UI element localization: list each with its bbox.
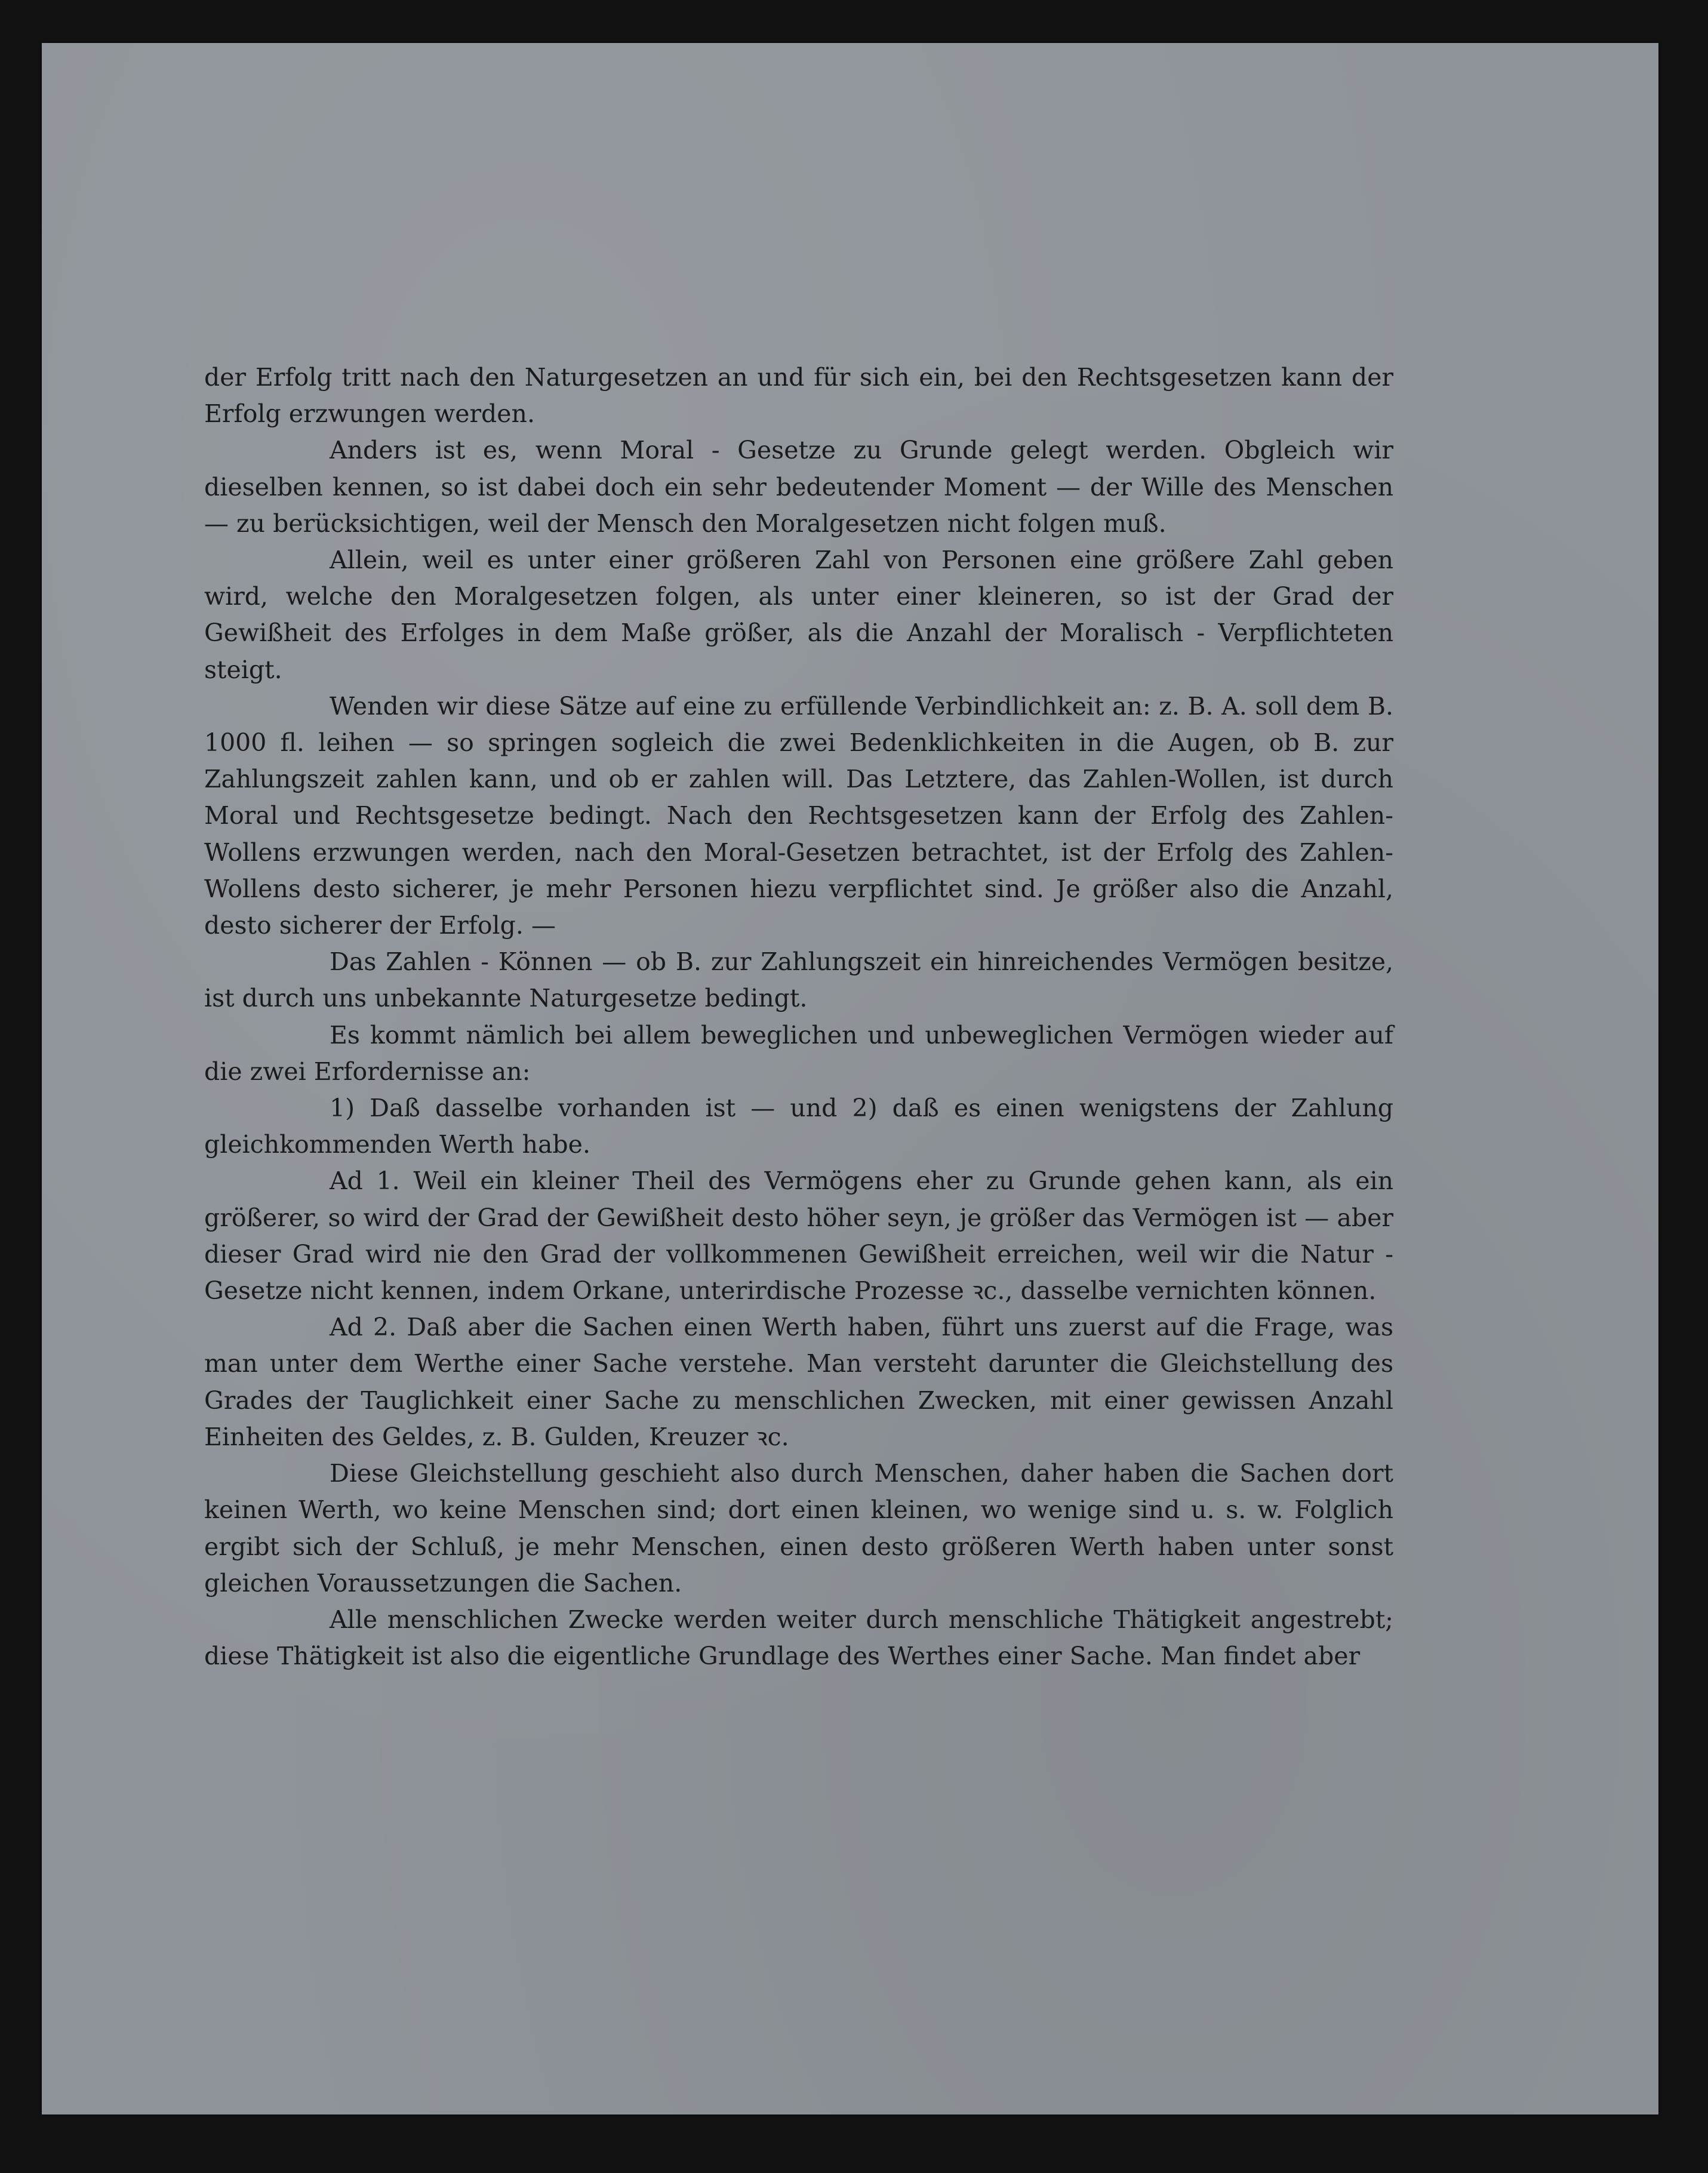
paragraph-9: Ad 2. Daß aber die Sachen einen Werth haben, führt uns zuerst auf die Frage, was man unter dem Werthe einer Sache verstehe. Man versteht darunter die Gleichstellung des Grades der Tauglichkeit einer Sache zu menschlichen Zwecken, mit einer gewissen Anzahl Einheiten des Geldes, z. B. Gulden, Kreuzer ꝛc.	[204, 1313, 1393, 1451]
paragraph-1: der Erfolg tritt nach den Naturgesetzen an und für sich ein, bei den Rechtsgesetzen kann der Erfolg erzwungen werden.	[204, 363, 1393, 429]
body-text	[204, 359, 1393, 1675]
paragraph-8: Ad 1. Weil ein kleiner Theil des Vermögens eher zu Grunde gehen kann, als ein größerer, so wird der Grad der Gewißheit desto höher seyn, je größer das Vermögen ist — aber dieser Grad wird nie den Grad der vollkommenen Gewißheit erreichen, weil wir die Natur - Gesetze nicht kennen, indem Orkane, unterirdische Prozesse ꝛc., dasselbe vernichten können.	[204, 1166, 1393, 1306]
paragraph-7: 1) Daß dasselbe vorhanden ist — und 2) daß es einen wenigstens der Zahlung gleichkommenden Werth habe.	[204, 1094, 1393, 1159]
paragraph-11: Alle menschlichen Zwecke werden weiter durch menschliche Thätigkeit angestrebt; diese Thätigkeit ist also die eigentliche Grundlage des Werthes einer Sache. Man findet aber	[204, 1605, 1393, 1671]
paragraph-4: Wenden wir diese Sätze auf eine zu erfüllende Verbindlichkeit an: z. B. A. soll dem B. 1000 fl. leihen — so springen sogleich die zwei Bedenklichkeiten in die Augen, ob B. zur Zahlungszeit zahlen kann, und ob er zahlen will. Das Letztere, das Zahlen-Wollen, ist durch Moral und Rechtsgesetze bedingt. Nach den Rechtsgesetzen kann der Erfolg des Zahlen-Wollens erzwungen werden, nach den Moral-Gesetzen betrachtet, ist der Erfolg des Zahlen-Wollens desto sicherer, je mehr Personen hiezu verpflichtet sind. Je größer also die Anzahl, desto sicherer der Erfolg. —	[204, 691, 1393, 940]
paragraph-2: Anders ist es, wenn Moral - Gesetze zu Grunde gelegt werden. Obgleich wir dieselben kennen, so ist dabei doch ein sehr bedeutender Moment — der Wille des Menschen — zu berücksichtigen, weil der Mensch den Moralgesetzen nicht folgen muß.	[204, 436, 1393, 538]
paragraph-6: Es kommt nämlich bei allem beweglichen und unbeweglichen Vermögen wieder auf die zwei Erfordernisse an:	[204, 1020, 1393, 1086]
paragraph-5: Das Zahlen - Können — ob B. zur Zahlungszeit ein hinreichendes Vermögen besitze, ist durch uns unbekannte Naturgesetze bedingt.	[204, 947, 1393, 1013]
paragraph-3: Allein, weil es unter einer größeren Zahl von Personen eine größere Zahl geben wird, welche den Moralgesetzen folgen, als unter einer kleineren, so ist der Grad der Gewißheit des Erfolges in dem Maße größer, als die Anzahl der Moralisch - Verpflichteten steigt.	[204, 546, 1393, 684]
document-page	[42, 43, 1658, 2114]
paragraph-10: Diese Gleichstellung geschieht also durch Menschen, daher haben die Sachen dort keinen Werth, wo keine Menschen sind; dort einen kleinen, wo wenige sind u. s. w. Folglich ergibt sich der Schluß, je mehr Menschen, einen desto größeren Werth haben unter sonst gleichen Voraussetzungen die Sachen.	[204, 1459, 1393, 1598]
